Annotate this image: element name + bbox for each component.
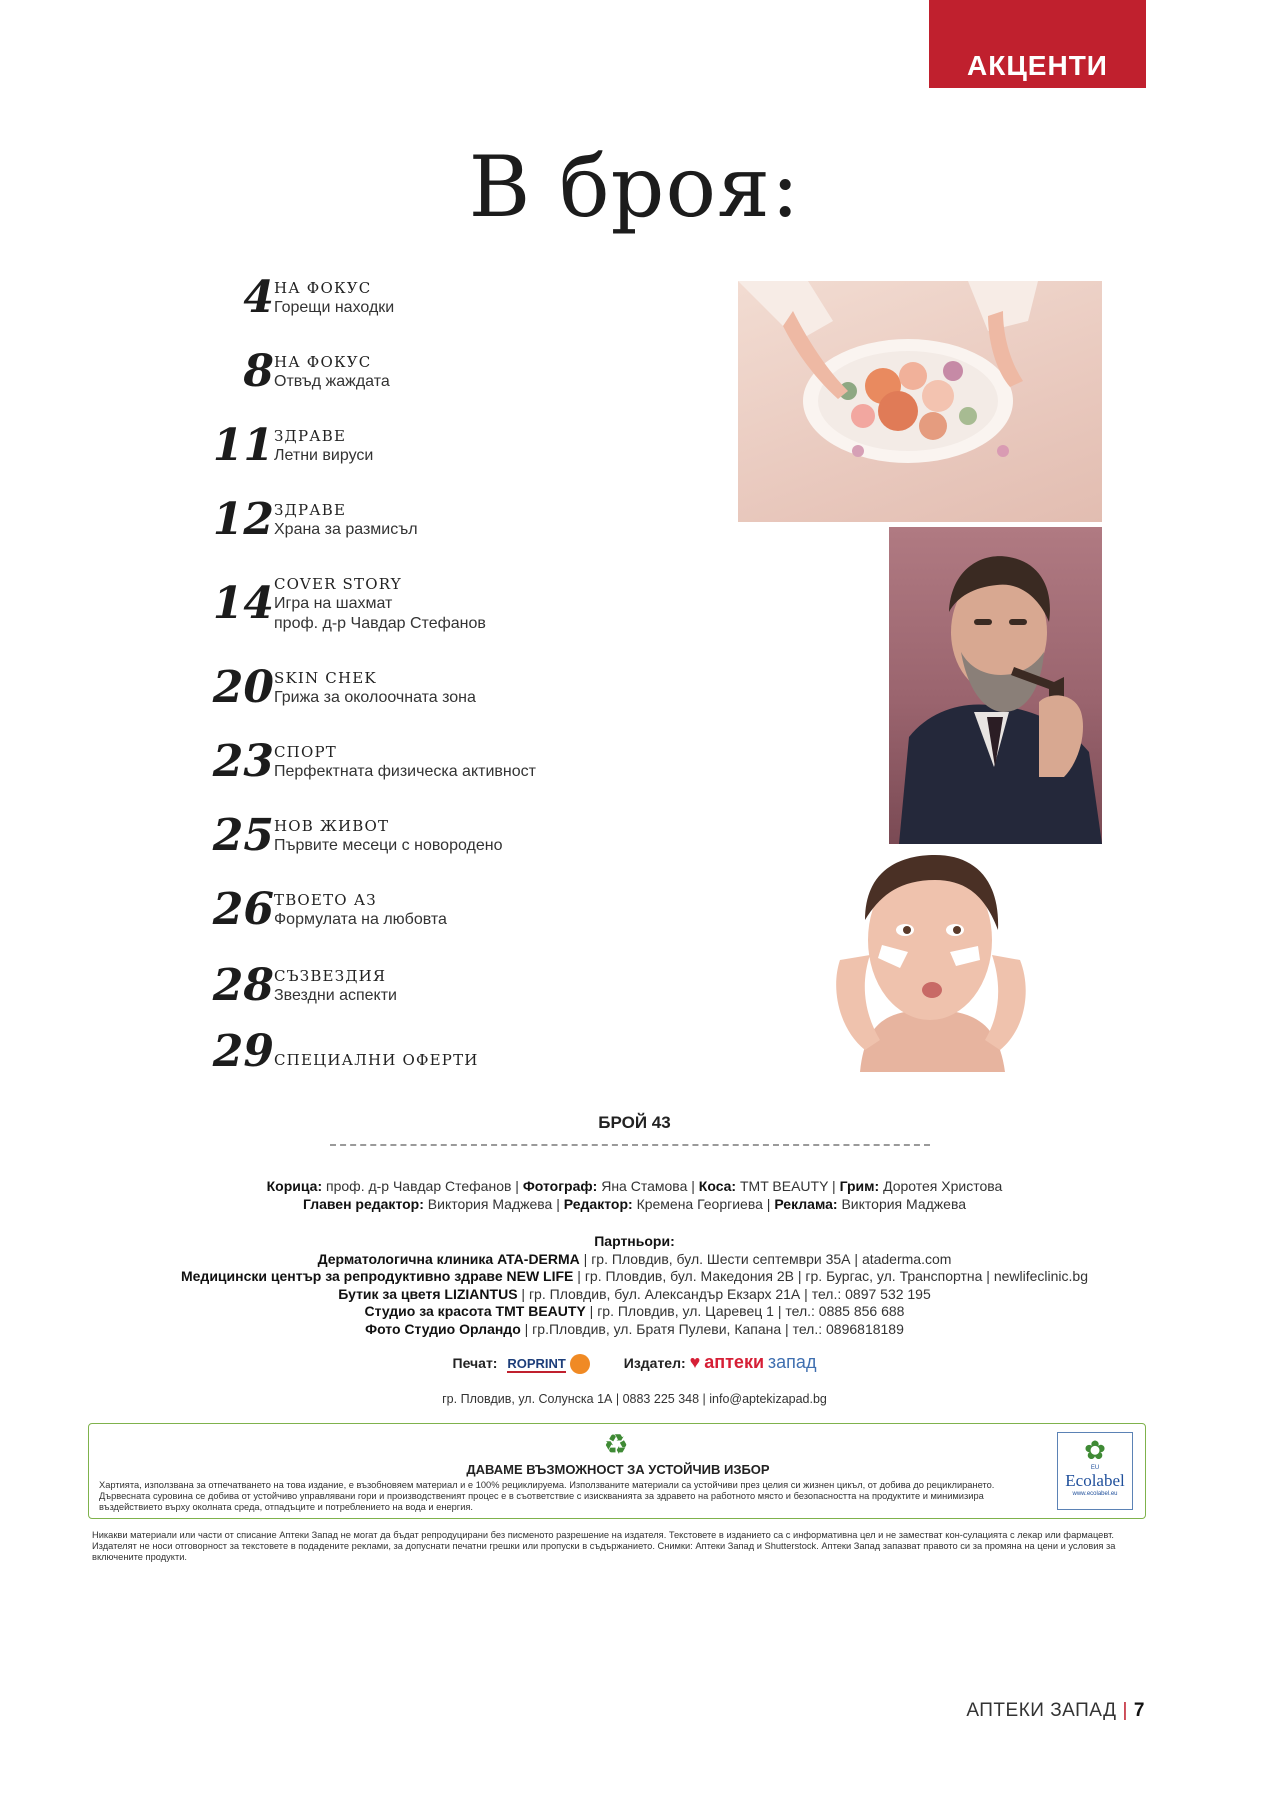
credits xyxy=(0,1177,1269,1213)
footer-brand: АПТЕКИ ЗАПАД xyxy=(966,1700,1117,1721)
toc-page-number: 28 xyxy=(212,960,274,1011)
toc-page-number: 8 xyxy=(243,346,274,397)
heart-pulse-icon: ♥ xyxy=(689,1352,701,1372)
partner-phone: тел.: 0885 856 688 xyxy=(785,1303,905,1320)
partner-name: Фото Студио Орландо xyxy=(365,1320,521,1337)
partner-info: гр. Пловдив, бул. Шести септември 35А xyxy=(591,1250,851,1267)
section-tab xyxy=(929,0,1146,88)
roprint-emblem-icon xyxy=(570,1354,590,1374)
toc-category: НА ФОКУС xyxy=(274,279,372,297)
credit-value: Яна Стамова xyxy=(601,1178,688,1194)
toc-category: НА ФОКУС xyxy=(274,353,372,371)
toc-title: Звездни аспекти xyxy=(274,987,397,1004)
partner-info: гр. Бургас, ул. Транспортна xyxy=(805,1268,983,1285)
partner-link[interactable]: ataderma.com xyxy=(861,1250,952,1267)
toc-category: SKIN CHEK xyxy=(274,669,377,687)
partner-row: Дерматологична клиника ATA-DERMA | гр. Пловдив, бул. Шести септември 35А | ataderma.com xyxy=(317,1250,952,1267)
eco-text: Хартията, използвана за отпечатването на това издание, е възобновяем материал и е 100% рециклируема. Използваните материали са устойчиви през целия си жизнен цикъл, от добива до рециклирането. Дървесната суровина се добива от устойчиво управлявани гори и производственият процес е в съответствие с изискванията за здравето на работното място и безопасността на продуктите и минимизира въздействието върху околната среда, отпадъците и потреблението на вода и енергия. xyxy=(99,1480,995,1512)
credit-value: проф. д-р Чавдар Стефанов xyxy=(326,1178,512,1194)
print-publisher-row xyxy=(0,1352,1269,1380)
toc-title: Грижа за околоочната зона xyxy=(274,689,476,706)
toc-page-number: 20 xyxy=(212,662,274,713)
credit-value: Кремена Георгиева xyxy=(636,1196,763,1212)
toc-category: ЗДРАВЕ xyxy=(274,501,347,519)
credit-value: Доротея Христова xyxy=(883,1178,1003,1194)
disclaimer: Никакви материали или части от списание Аптеки Запад не могат да бъдат репродуцирани без писменото разрешение на издателя. Текстовете в изданието са с информативна цел и не заместват кон-сулацията с лекар или фармацевт. Издателят не носи отговорност за текстовете в подадените реклами, за допуснати печатни грешки или пропуски в съдържанието. Снимки: Аптеки Запад и Shutterstock. Аптеки Запад запазват правото си за промяна на цени и условия за включените продукти. xyxy=(92,1530,1116,1562)
eu-flower-icon: ✿ xyxy=(1084,1435,1106,1465)
skincare-woman-photo xyxy=(770,850,1102,1072)
credit-value: Виктория Маджева xyxy=(841,1196,967,1212)
ecolabel-eu: EU xyxy=(1090,1465,1100,1471)
partner-row: Фото Студио Орландо | гр.Пловдив, ул. Братя Пулеви, Капана | тел.: 0896818189 xyxy=(365,1320,904,1337)
credit-label: Корица: xyxy=(266,1178,323,1194)
roprint-logo: ROPRINT xyxy=(507,1356,566,1371)
recycle-icon: ♻ xyxy=(603,1429,629,1460)
toc-title: Отвъд жаждата xyxy=(274,373,390,390)
toc-category: ЗДРАВЕ xyxy=(274,427,347,445)
toc-page-number: 14 xyxy=(212,578,274,629)
partner-link[interactable]: newlifeclinic.bg xyxy=(993,1268,1089,1285)
toc-page-number: 4 xyxy=(243,272,274,323)
partner-info: гр. Пловдив, ул. Царевец 1 xyxy=(597,1303,774,1320)
publisher-logo-a: аптеки xyxy=(704,1352,765,1372)
credit-label: Главен редактор: xyxy=(302,1196,424,1212)
partner-row: Бутик за цветя LIZIANTUS | гр. Пловдив, бул. Александър Екзарх 21А | тел.: 0897 532 195 xyxy=(338,1285,931,1302)
eco-notice xyxy=(88,1423,1146,1519)
toc-category: COVER STORY xyxy=(274,575,402,593)
credit-label: Фотограф: xyxy=(522,1178,598,1194)
toc-title: Първите месеци с новородено xyxy=(274,837,503,854)
page-footer xyxy=(966,1700,1145,1722)
partner-name: Студио за красота TMT BEAUTY xyxy=(364,1303,586,1320)
partner-name: Бутик за цветя LIZIANTUS xyxy=(338,1285,518,1302)
print-label: Печат: xyxy=(452,1355,498,1371)
toc-title: Игра на шахмат xyxy=(274,595,393,612)
partners-heading: Партньори: xyxy=(594,1233,675,1249)
toc-page-number: 26 xyxy=(212,884,274,935)
credit-value: Виктория Маджева xyxy=(427,1196,553,1212)
partner-info: гр. Пловдив, бул. Македония 2В xyxy=(584,1268,794,1285)
page-title: В броя: xyxy=(468,138,801,236)
page-number: 7 xyxy=(1133,1700,1145,1721)
toc-title: Летни вируси xyxy=(274,447,374,464)
toc-title: Горещи находки xyxy=(274,299,395,316)
toc-page-number: 11 xyxy=(212,420,274,471)
toc-category: НОВ ЖИВОТ xyxy=(274,817,390,835)
credit-label: Редактор: xyxy=(563,1196,633,1212)
dotted-divider xyxy=(330,1144,930,1146)
toc-page-number: 29 xyxy=(212,1026,274,1077)
publisher-address: гр. Пловдив, ул. Солунска 1А | 0883 225 348 | info@aptekizapad.bg xyxy=(442,1392,827,1406)
cover-portrait-photo xyxy=(889,527,1102,844)
flower-plate-photo xyxy=(738,281,1102,522)
section-tab-label: АКЦЕНТИ xyxy=(967,50,1108,81)
toc-category: СПОРТ xyxy=(274,743,337,761)
toc-page-number: 12 xyxy=(212,494,274,545)
footer-separator: | xyxy=(1122,1700,1128,1721)
toc-category: СЪЗВЕЗДИЯ xyxy=(274,967,387,985)
toc-category: СПЕЦИАЛНИ ОФЕРТИ xyxy=(274,1051,479,1069)
publisher-logo-b: запад xyxy=(767,1352,817,1372)
toc-title: Храна за размисъл xyxy=(274,521,418,538)
toc-page-number: 25 xyxy=(212,810,274,861)
toc-page-number: 23 xyxy=(212,736,274,787)
partner-name: Медицински център за репродуктивно здраве NEW LIFE xyxy=(180,1268,574,1285)
partner-info: гр.Пловдив, ул. Братя Пулеви, Капана xyxy=(532,1320,782,1337)
ecolabel-url: www.ecolabel.eu xyxy=(1072,1491,1118,1497)
credit-value: TMT BEAUTY xyxy=(740,1178,829,1194)
partner-row: Медицински център за репродуктивно здраве NEW LIFE | гр. Пловдив, бул. Македония 2В | гр. Бургас, ул. Транспортна | newlifeclinic.bg xyxy=(180,1268,1089,1285)
credit-label: Реклама: xyxy=(774,1196,838,1212)
toc-category: ТВОЕТО АЗ xyxy=(274,891,377,909)
toc-subtitle: проф. д-р Чавдар Стефанов xyxy=(274,615,486,632)
partner-phone: тел.: 0896818189 xyxy=(792,1320,904,1337)
partner-phone: тел.: 0897 532 195 xyxy=(811,1285,931,1302)
publisher-label: Издател: xyxy=(623,1355,686,1371)
partner-name: Дерматологична клиника ATA-DERMA xyxy=(317,1250,580,1267)
credits-line-2: Главен редактор: Виктория Маджева | Редактор: Кремена Георгиева | Реклама: Виктория Маджева xyxy=(302,1196,967,1212)
ecolabel-word: Ecolabel xyxy=(1065,1471,1125,1490)
issue-number: БРОЙ 43 xyxy=(598,1113,671,1132)
partner-row: Студио за красота TMT BEAUTY | гр. Пловдив, ул. Царевец 1 | тел.: 0885 856 688 xyxy=(364,1303,905,1320)
credit-label: Грим: xyxy=(839,1178,880,1194)
ecolabel-logo xyxy=(1057,1432,1133,1510)
toc-title: Формулата на любовта xyxy=(274,911,447,928)
toc-title: Перфектната физическа активност xyxy=(274,763,536,780)
partners xyxy=(0,1233,1269,1339)
credit-label: Коса: xyxy=(698,1178,737,1194)
eco-heading: ДАВАМЕ ВЪЗМОЖНОСТ ЗА УСТОЙЧИВ ИЗБОР xyxy=(466,1462,770,1477)
partner-info: гр. Пловдив, бул. Александър Екзарх 21А xyxy=(528,1285,801,1302)
credits-line-1: Корица: проф. д-р Чавдар Стефанов | Фотограф: Яна Стамова | Коса: TMT BEAUTY | Грим: Доротея Христова xyxy=(266,1178,1003,1194)
